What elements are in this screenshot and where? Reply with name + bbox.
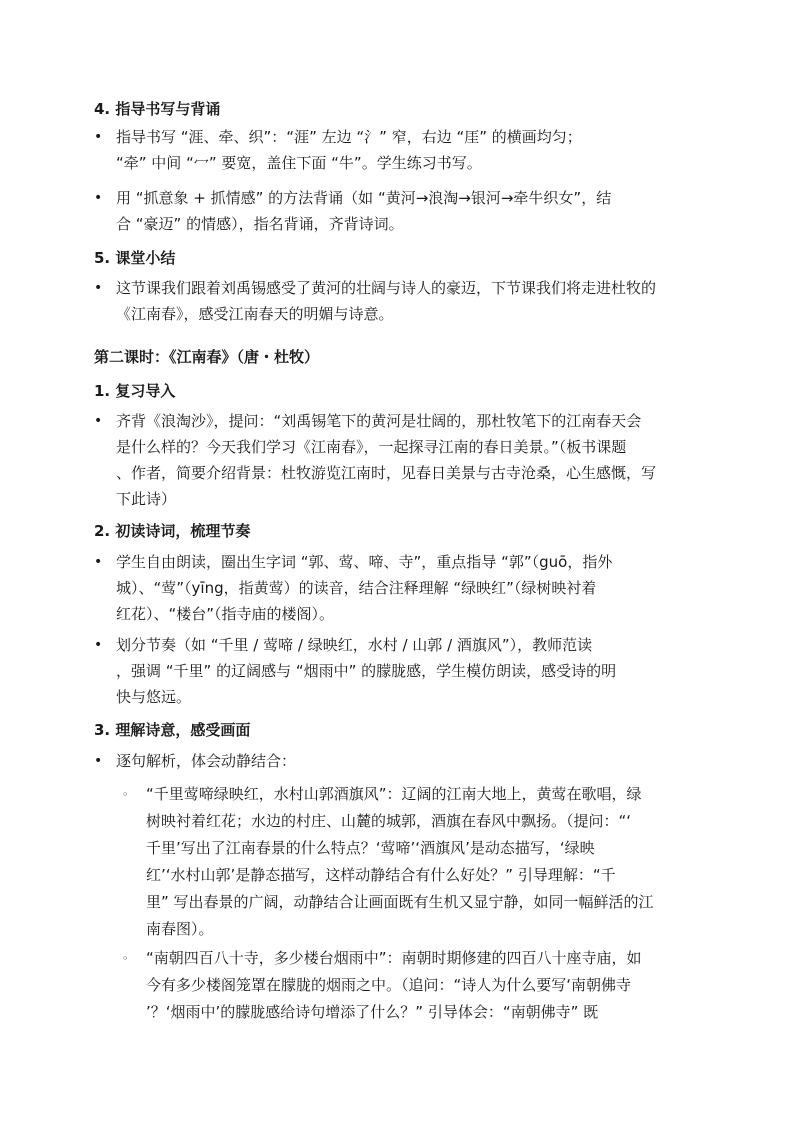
bullet-icon: •	[94, 190, 103, 206]
paragraph: 划分节奏（如 “千里 / 莺啼 / 绿映红，水村 / 山郭 / 酒旗风”），教师范读 ，强调 “千里” 的辽阔感与 “烟雨中” 的朦胧感，学生模仿朗读，感受诗的明 快与悠远。	[116, 636, 617, 706]
sub-paragraph: “千里莺啼绿映红，水村山郭酒旗风”：辽阔的江南大地上，黄莺在歌唱，绿 树映衬着红花；水边的村庄、山麓的城郭，酒旗在春风中飘扬。（提问：“‘ 千里’写出了江南春景的什么特点？‘莺啼’‘酒旗风’是动态描写，‘绿映 红’‘水村山郭’是静态描写，这样动静结合有什么好处？” 引导理解：“千 里” 写出春景的广阔，动静结合让画面既有生机又显宁静，如同一幅鲜活的江 南春图）。	[146, 785, 654, 938]
section-heading-5: 5. 课堂小结	[94, 249, 176, 267]
paragraph: 齐背《浪淘沙》，提问：“刘禹锡笔下的黄河是壮阔的，那杜牧笔下的江南春天会 是什么样的？今天我们学习《江南春》，一起探寻江南的春日美景。”（板书课题 、作者，简要介绍背景：杜牧游览江南时，见春日美景与古寺沧桑，心生感慨，写 下此诗）	[116, 412, 657, 508]
paragraph: 学生自由朗读，圈出生字词 “郭、莺、啼、寺”，重点指导 “郭”（guō，指外 城）、“莺”（yīng，指黄莺）的读音，结合注释理解 “绿映红”（绿树映衬着 红花）、“楼台”（指寺庙的楼阁）。	[116, 553, 613, 623]
sub-bullet-icon: ◦	[122, 788, 129, 801]
bullet-icon: •	[94, 413, 103, 429]
sub-paragraph: “南朝四百八十寺，多少楼台烟雨中”：南朝时期修建的四百八十座寺庙，如 今有多少楼阁笼罩在朦胧的烟雨之中。（追问：“诗人为什么要写‘南朝佛寺 ’？‘烟雨中’的朦胧感给诗句增添了什么？” 引导体会：“南朝佛寺” 既	[146, 949, 642, 1021]
paragraph: 这节课我们跟着刘禹锡感受了黄河的壮阔与诗人的豪迈，下节课我们将走进杜牧的 《江南春》，感受江南春天的明媚与诗意。	[116, 279, 657, 323]
bullet-icon: •	[94, 554, 103, 570]
bullet-icon: •	[94, 129, 103, 145]
sub-bullet-icon: ◦	[122, 952, 129, 965]
paragraph: 逐句解析，体会动静结合：	[116, 752, 297, 770]
bullet-icon: •	[94, 753, 103, 769]
lesson-title: 第二课时：《江南春》（唐・杜牧）	[94, 348, 320, 366]
section-heading-4: 4. 指导书写与背诵	[94, 100, 221, 118]
section-heading-2: 2. 初读诗词，梳理节奏	[94, 522, 251, 540]
paragraph: 指导书写 “涯、牵、织”：“涯” 左边 “氵” 窄，右边 “厓” 的横画均匀； “牵” 中间 “冖” 要宽，盖住下面 “牛”。学生练习书写。	[116, 128, 582, 172]
bullet-icon: •	[94, 280, 103, 296]
paragraph: 用 “抓意象 + 抓情感” 的方法背诵（如 “黄河→浪淘→银河→牵牛织女”，结 合 “豪迈” 的情感），指名背诵，齐背诗词。	[116, 189, 612, 233]
bullet-icon: •	[94, 637, 103, 653]
section-heading-3: 3. 理解诗意，感受画面	[94, 721, 251, 739]
section-heading-1: 1. 复习导入	[94, 382, 176, 400]
